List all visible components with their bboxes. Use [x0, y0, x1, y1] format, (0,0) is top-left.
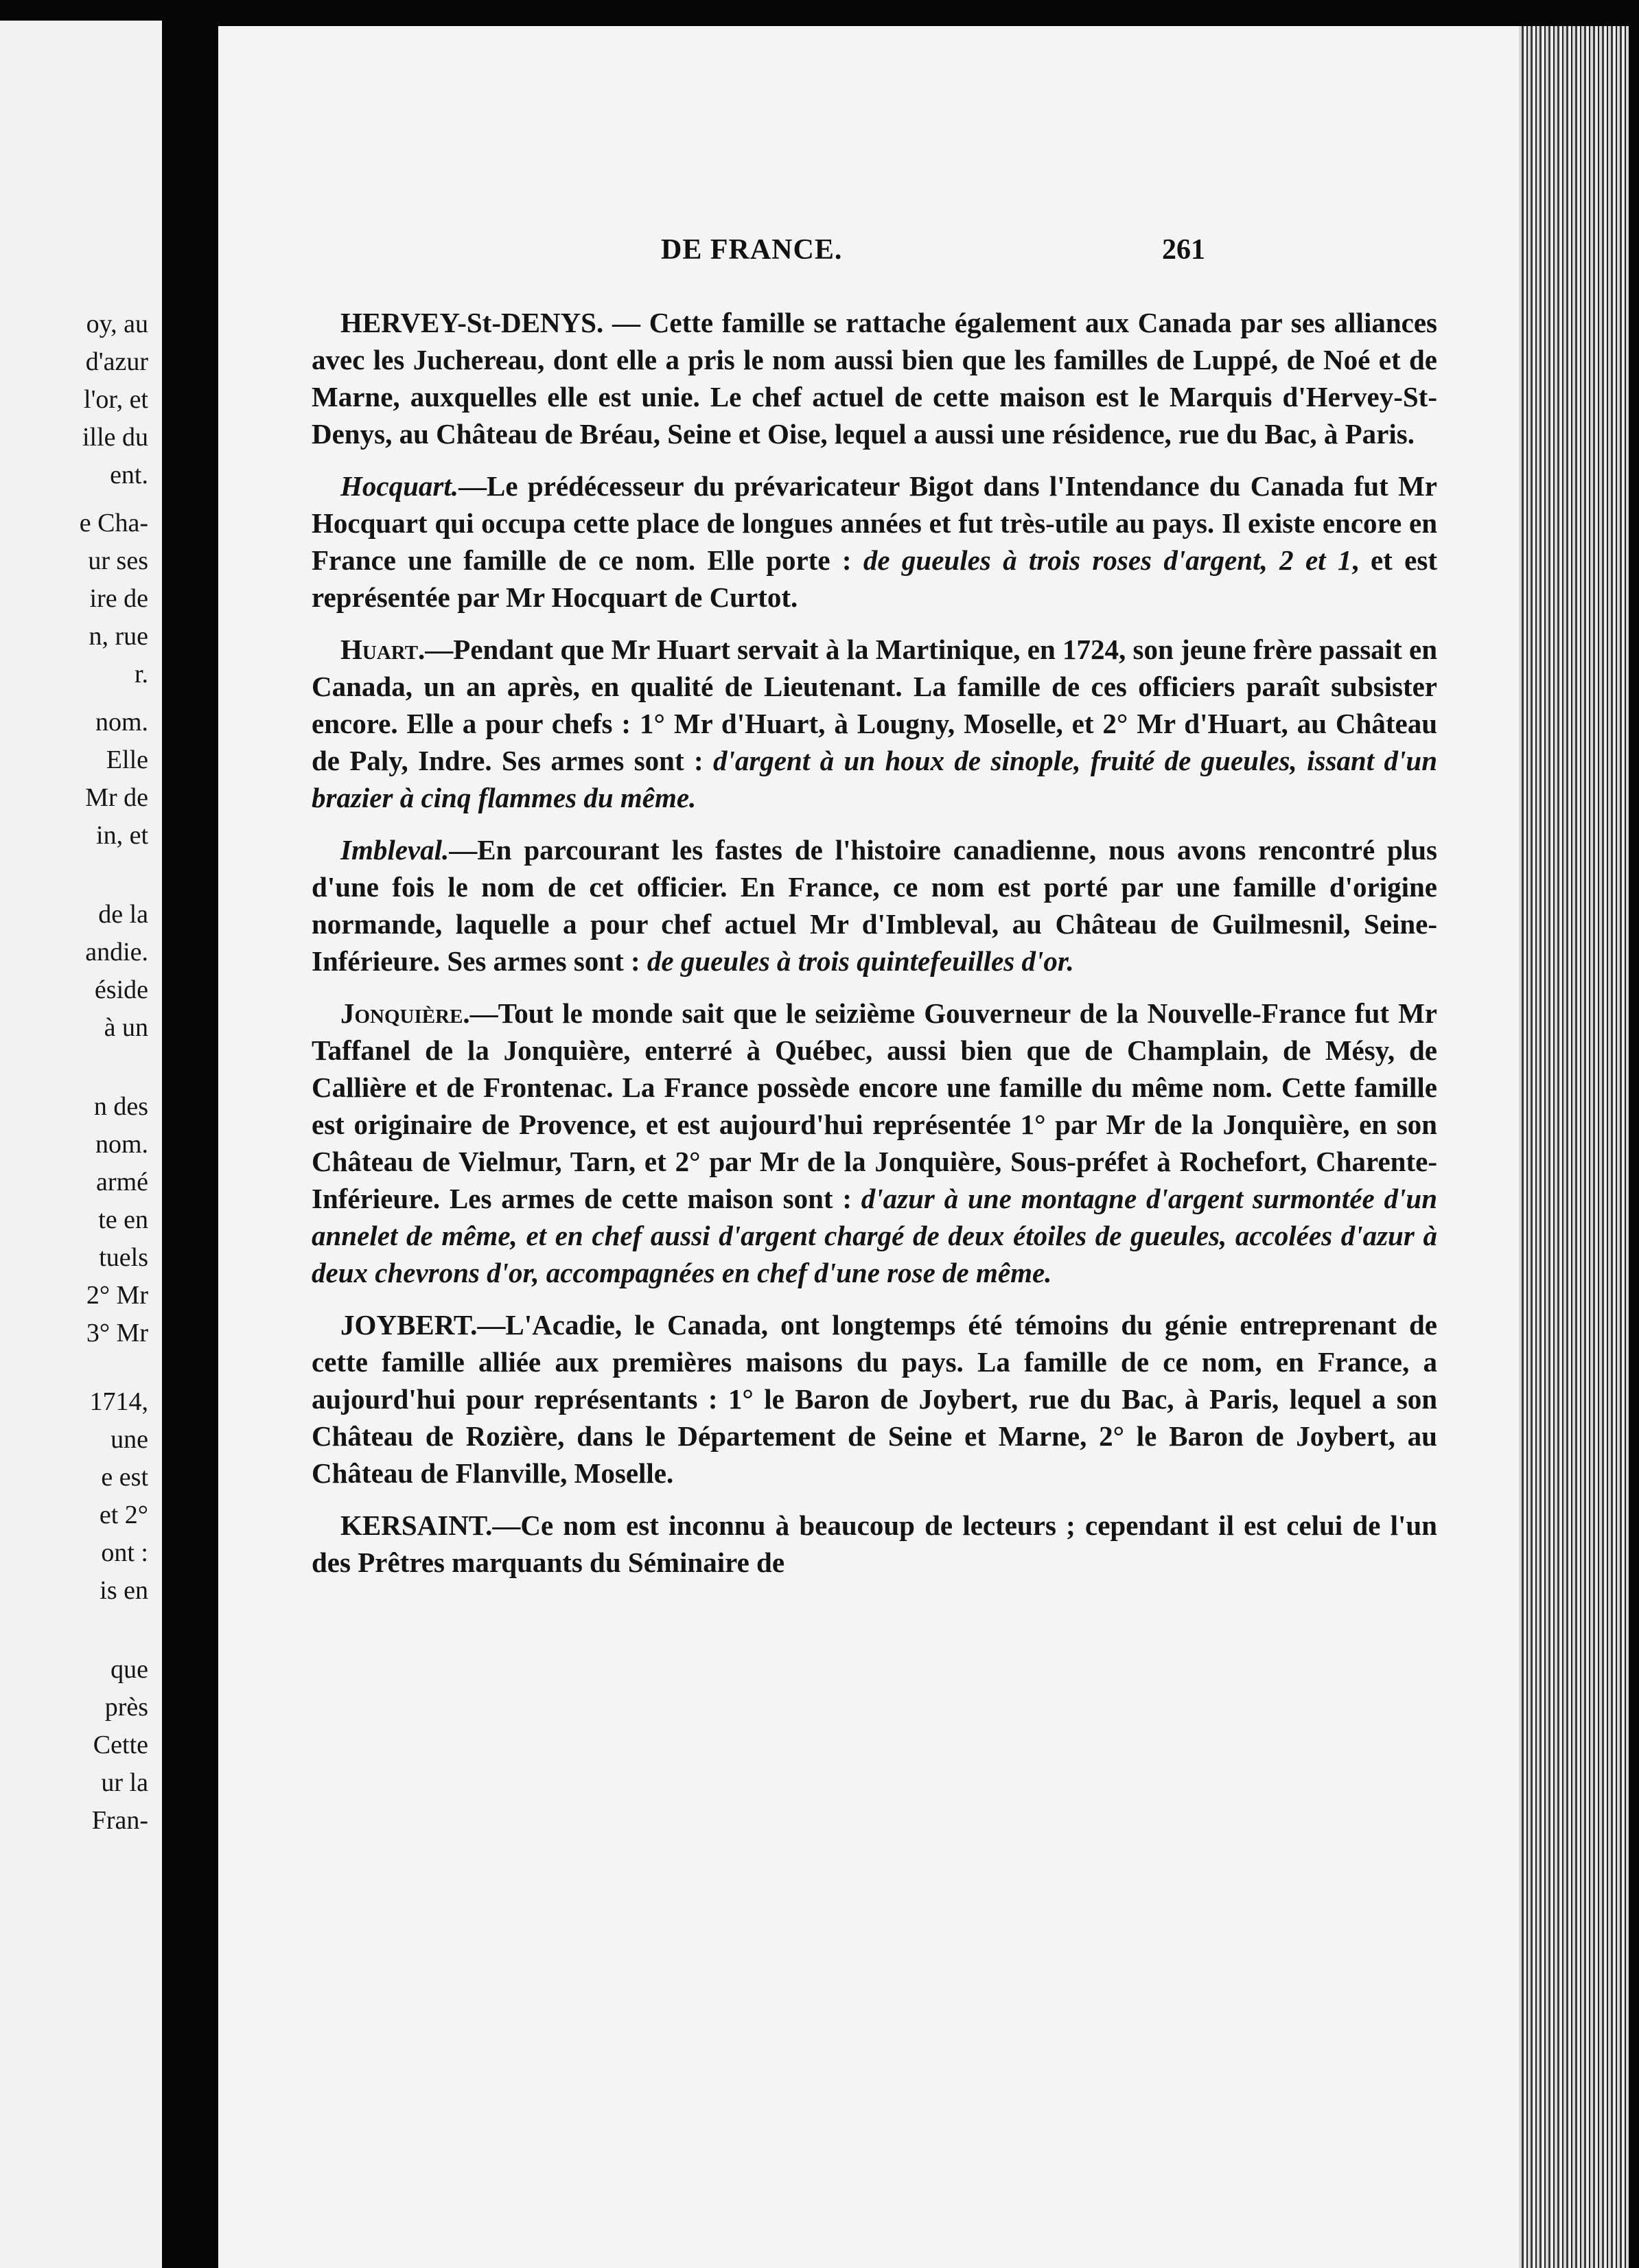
- left-page-line: e Cha-: [79, 509, 148, 537]
- left-page-line: ire de: [89, 584, 148, 613]
- entry-heading: Huart.: [340, 634, 426, 665]
- left-page-line: Mr de: [85, 783, 148, 812]
- entry-huart: [312, 631, 1437, 816]
- page-edges: [1519, 26, 1629, 2268]
- entry-text: —L'Acadie, le Canada, ont longtemps été témoins du génie entreprenant de cette famille alliée aux premières maisons du pays. La famille de ce nom, en France, a aujourd'hui pour représentants : 1° le Baron de Joybert, rue du Bac, à Paris, lequel a son Château de Rozière, dans le Département de Seine et Marne, 2° le Baron de Joybert, au Château de Flanville, Moselle.: [312, 1309, 1437, 1489]
- left-page-line: armé: [96, 1168, 148, 1196]
- entry-heading: Hocquart.: [340, 470, 458, 502]
- left-page-line: que: [111, 1655, 148, 1684]
- left-page-line: ent.: [110, 461, 148, 489]
- left-page-line: r.: [134, 660, 148, 688]
- left-page-line: de la: [98, 900, 148, 929]
- entry-heading: KERSAINT.: [340, 1509, 493, 1541]
- left-page-line: à un: [104, 1013, 148, 1042]
- entry-text: — Cette famille se rattache également aux Canada par ses alliances avec les Juchereau, dont elle a pris le nom aussi bien que les familles de Luppé, de Noé et de Marne, auxquelles elle est unie. Le chef actuel de cette maison est le Marquis d'Hervey-St-Denys, au Château de Bréau, Seine et Oise, lequel a aussi une résidence, rue du Bac, à Paris.: [312, 307, 1437, 450]
- entry-kersaint: [312, 1507, 1437, 1581]
- left-page-line: nom.: [95, 708, 148, 737]
- book-page: [218, 26, 1519, 2268]
- left-page-line: tuels: [99, 1243, 148, 1272]
- left-page-line: ur la: [101, 1768, 148, 1797]
- left-page-line: n des: [93, 1092, 148, 1121]
- left-page-line: d'azur: [85, 347, 148, 376]
- left-page-fragment: [0, 21, 162, 2268]
- left-page-line: e est: [101, 1463, 148, 1492]
- entry-jonquiere: [312, 995, 1437, 1291]
- coat-of-arms-text: de gueules à trois roses d'argent, 2 et 1: [863, 544, 1352, 576]
- left-page-line: is en: [100, 1576, 148, 1605]
- entry-text: —Tout le monde sait que le seizième Gouverneur de la Nouvelle-France fut Mr Taffanel de la Jonquière, enterré à Québec, aussi bien que de Champlain, de Mésy, de Callière et de Frontenac. La France possède encore une famille du même nom. Cette famille est originaire de Provence, et est aujourd'hui représentée 1° par Mr de la Jonquière, en son Château de Vielmur, Tarn, et 2° par Mr de la Jonquière, Sous-préfet à Rochefort, Charente-Inférieure. Les armes de cette maison sont :: [312, 997, 1437, 1214]
- page-number: 261: [1162, 234, 1205, 266]
- left-page-line: te en: [98, 1205, 148, 1234]
- entry-text: , et est représentée par Mr Hocquart de Curtot.: [312, 544, 1437, 613]
- entry-heading: Imbleval.: [340, 834, 450, 866]
- left-page-line: 3° Mr: [86, 1319, 148, 1347]
- left-page-line: n, rue: [89, 622, 148, 651]
- entry-heading: JOYBERT.: [340, 1309, 478, 1341]
- left-page-line: nom.: [95, 1130, 148, 1159]
- left-page-line: ille du: [82, 423, 148, 452]
- left-page-line: ur ses: [88, 546, 148, 575]
- left-page-line: près: [104, 1693, 148, 1722]
- left-page-line: l'or, et: [84, 385, 148, 414]
- left-page-line: Fran-: [91, 1806, 148, 1835]
- entry-heading: Jonquière.: [340, 997, 470, 1029]
- left-page-line: ont :: [101, 1538, 148, 1567]
- entry-text: —Ce nom est inconnu à beaucoup de lecteurs ; cependant il est celui de l'un des Prêtres marquants du Séminaire de: [312, 1509, 1437, 1578]
- running-header: [218, 233, 1519, 281]
- left-page-line: in, et: [96, 821, 148, 850]
- entry-text: —Le prédécesseur du prévaricateur Bigot dans l'Intendance du Canada fut Mr Hocquart qui occupa cette place de longues années et fut très-utile au pays. Il existe encore en France une famille de ce nom. Elle porte :: [312, 470, 1437, 576]
- entry-text: —En parcourant les fastes de l'histoire canadienne, nous avons rencontré plus d'une fois le nom de cet officier. En France, ce nom est porté par une famille d'origine normande, laquelle a pour chef actuel Mr d'Imbleval, au Château de Guilmesnil, Seine-Inférieure. Ses armes sont :: [312, 834, 1437, 977]
- entry-imbleval: [312, 831, 1437, 980]
- left-page-line: andie.: [85, 938, 148, 967]
- left-page-line: oy, au: [86, 310, 148, 338]
- left-page-line: une: [111, 1425, 148, 1454]
- entry-hocquart: [312, 467, 1437, 616]
- coat-of-arms-text: de gueules à trois quintefeuilles d'or.: [647, 945, 1074, 977]
- page-title: DE FRANCE.: [661, 234, 843, 266]
- coat-of-arms-text: d'argent à un houx de sinople, fruité de gueules, issant d'un brazier à cinq flammes du même.: [312, 745, 1437, 813]
- body-text: [312, 304, 1437, 1596]
- entry-joybert: [312, 1306, 1437, 1492]
- left-page-line: 2° Mr: [86, 1281, 148, 1310]
- left-page-line: éside: [94, 975, 148, 1004]
- left-page-line: 1714,: [89, 1387, 148, 1416]
- coat-of-arms-text: d'azur à une montagne d'argent surmontée d'un annelet de même, et en chef aussi d'argent chargé de deux étoiles de gueules, accolées d'azur à deux chevrons d'or, accompagnées en chef d'une rose de même.: [312, 1183, 1438, 1288]
- left-page-line: et 2°: [99, 1501, 148, 1529]
- left-page-line: Cette: [93, 1731, 148, 1759]
- left-page-line: Elle: [106, 745, 148, 774]
- entry-heading: HERVEY-St-DENYS.: [340, 307, 604, 338]
- entry-text: —Pendant que Mr Huart servait à la Martinique, en 1724, son jeune frère passait en Canada, un an après, en qualité de Lieutenant. La famille de ces officiers paraît subsister encore. Elle a pour chefs : 1° Mr d'Huart, à Lougny, Moselle, et 2° Mr d'Huart, au Château de Paly, Indre. Ses armes sont :: [312, 634, 1437, 776]
- entry-hervey: [312, 304, 1437, 452]
